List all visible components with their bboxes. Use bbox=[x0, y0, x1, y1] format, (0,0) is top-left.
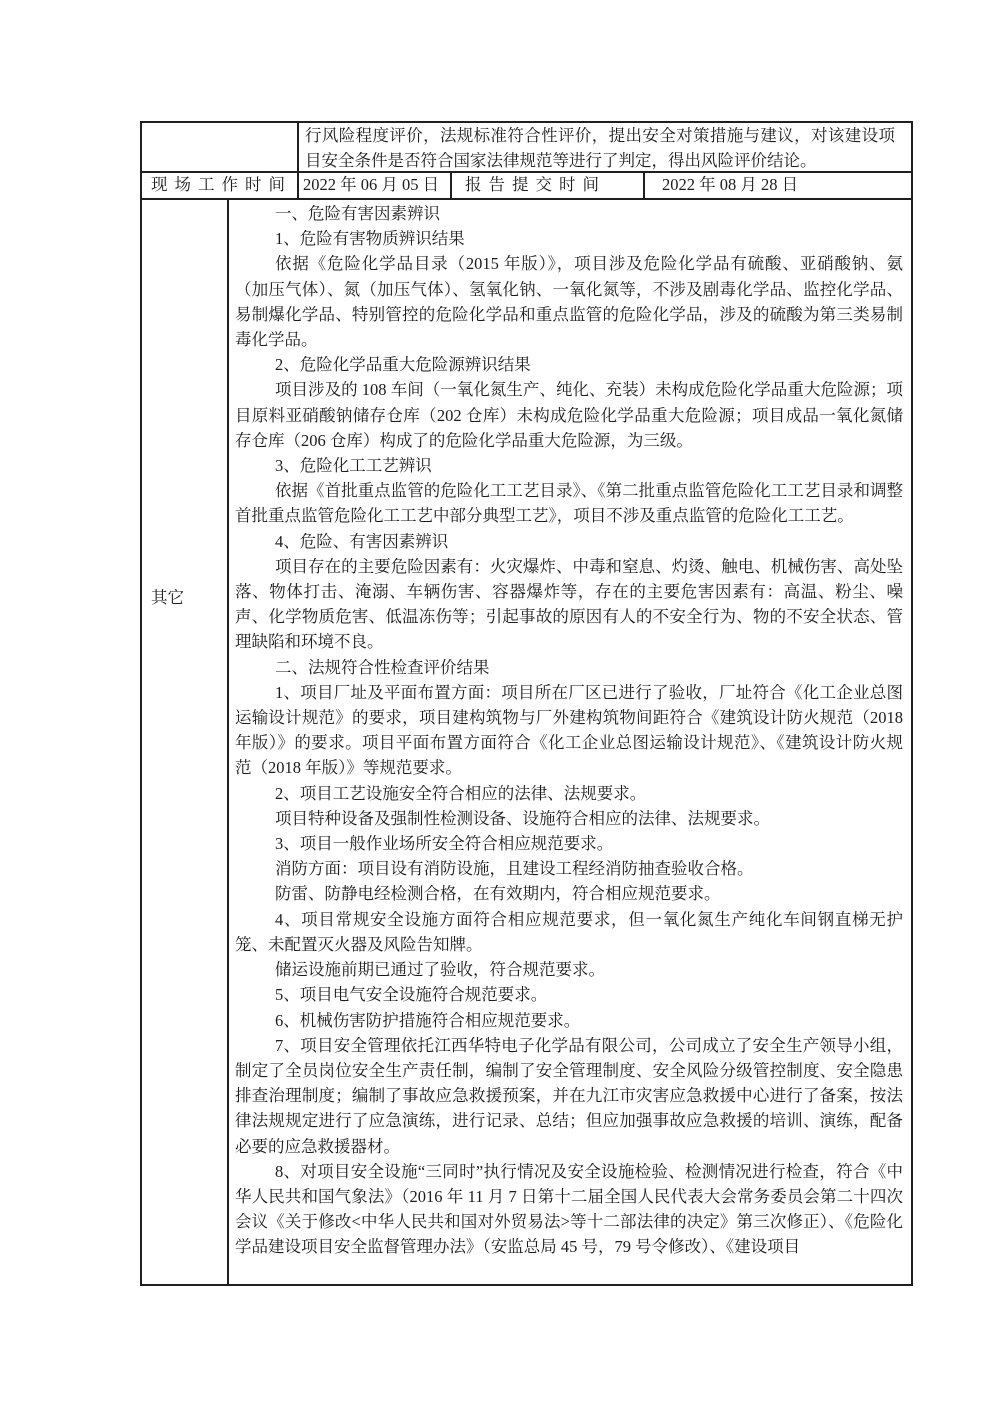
findings-paragraph: 8、对项目安全设施“三同时”执行情况及安全设施检验、检测情况进行检查，符合《中华人民共和国气象法》（2016 年 11 月 7 日第十二届全国人民代表大会常务委员会第二十四次会议《关于修改<中华人民共和国对外贸易法>等十二部法律的决定》第三次修正）、《危险化学品建设项目安全监督管理办法》（安监总局 45 号，79 号令修改）、《建设项目 bbox=[235, 1161, 903, 1257]
findings-paragraph: 1、项目厂址及平面布置方面：项目所在厂区已进行了验收，厂址符合《化工企业总图运输设计规范》的要求，项目建构筑物与厂外建构筑物间距符合《建筑设计防火规范（2018 年版）》的要求。项目平面布置方面符合《化工企业总图运输设计规范》、《建筑设计防火规范（2018 年版）》等规范要求。 bbox=[235, 682, 903, 778]
findings-paragraph: 储运设施前期已通过了验收，符合规范要求。 bbox=[275, 960, 605, 980]
findings-paragraph: 7、项目安全管理依托江西华特电子化学品有限公司，公司成立了安全生产领导小组，制定了全员岗位安全生产责任制，编制了安全管理制度、安全风险分级管控制度、安全隐患排查治理制度；编制了事故应急救援预案，并在九江市灾害应急救援中心进行了备案，按法律法规规定进行了应急演练，进行记录、总结；但应加强事故应急救援的培训、演练，配备必要的应急救援器材。 bbox=[235, 1035, 903, 1156]
conclusion-continuation-cell bbox=[299, 123, 911, 173]
findings-paragraph: 依据《危险化学品目录（2015 年版）》，项目涉及危险化学品有硫酸、亚硝酸钠、氨（加压气体）、氮（加压气体）、氢氧化钠、一氧化氮等，不涉及剧毒化学品、监控化学品、易制爆化学品、特别管控的危险化学品和重点监管的危险化学品，涉及的硫酸为第三类易制毒化学品。 bbox=[235, 254, 903, 350]
findings-paragraph: 二、法规符合性检查评价结果 bbox=[275, 657, 490, 677]
findings-paragraph: 5、项目电气安全设施符合规范要求。 bbox=[275, 985, 548, 1005]
findings-paragraph: 3、项目一般作业场所安全符合相应规范要求。 bbox=[275, 834, 614, 854]
findings-paragraph: 1、危险有害物质辨识结果 bbox=[275, 229, 465, 249]
other-label-cell bbox=[142, 200, 229, 1284]
findings-paragraph: 消防方面：项目设有消防设施，且建设工程经消防抽查验收合格。 bbox=[275, 859, 754, 879]
site-work-time-value: 2022 年 06 月 05 日 bbox=[299, 173, 452, 200]
findings-paragraph: 2、危险化学品重大危险源辨识结果 bbox=[275, 355, 531, 375]
report-submit-time-label: 报告提交时间 bbox=[452, 173, 645, 200]
findings-paragraph: 4、危险、有害因素辨识 bbox=[275, 531, 449, 551]
findings-paragraph: 防雷、防静电经检测合格，在有效期内，符合相应规范要求。 bbox=[275, 884, 721, 904]
findings-content-cell bbox=[229, 200, 911, 1284]
findings-paragraph: 项目存在的主要危险因素有：火灾爆炸、中毒和窒息、灼烫、触电、机械伤害、高处坠落、物体打击、淹溺、车辆伤害、容器爆炸等，存在的主要危害因素有：高温、粉尘、噪声、化学物质危害、低温冻伤等；引起事故的原因有人的不安全行为、物的不安全状态、管理缺陷和环境不良。 bbox=[235, 556, 903, 652]
report-submit-time-value: 2022 年 08 月 28 日 bbox=[645, 173, 911, 200]
findings-paragraph: 3、危险化工工艺辨识 bbox=[275, 456, 432, 476]
empty-header-cell bbox=[142, 123, 299, 173]
findings-paragraph: 2、项目工艺设施安全符合相应的法律、法规要求。 bbox=[275, 783, 647, 803]
findings-paragraph: 6、机械伤害防护措施符合相应规范要求。 bbox=[275, 1010, 581, 1030]
findings-paragraph: 项目涉及的 108 车间（一氧化氮生产、纯化、充装）未构成危险化学品重大危险源；项目原料亚硝酸钠储存仓库（202 仓库）未构成危险化学品重大危险源；项目成品一氧化氮储存仓库（206 仓库）构成了的危险化学品重大危险源，为三级。 bbox=[235, 380, 903, 450]
findings-paragraph: 4、项目常规安全设施方面符合相应规范要求，但一氧化氮生产纯化车间钢直梯无护笼、未配置灭火器及风险告知牌。 bbox=[235, 909, 903, 954]
findings-paragraph: 项目特种设备及强制性检测设备、设施符合相应的法律、法规要求。 bbox=[275, 808, 770, 828]
evaluation-report-table bbox=[140, 121, 913, 1286]
findings-paragraph: 一、危险有害因素辨识 bbox=[275, 204, 440, 223]
other-label: 其它 bbox=[151, 588, 184, 607]
findings-paragraph: 依据《首批重点监管的危险化工工艺目录》、《第二批重点监管危险化工工艺目录和调整首批重点监管危险化工工艺中部分典型工艺》，项目不涉及重点监管的危险化工工艺。 bbox=[235, 481, 903, 526]
conclusion-continuation-text: 行风险程度评价，法规标准符合性评价，提出安全对策措施与建议，对该建设项目安全条件是否符合国家法律规范等进行了判定，得出风险评价结论。 bbox=[305, 126, 895, 170]
site-work-time-label: 现场工作时间 bbox=[142, 173, 299, 200]
